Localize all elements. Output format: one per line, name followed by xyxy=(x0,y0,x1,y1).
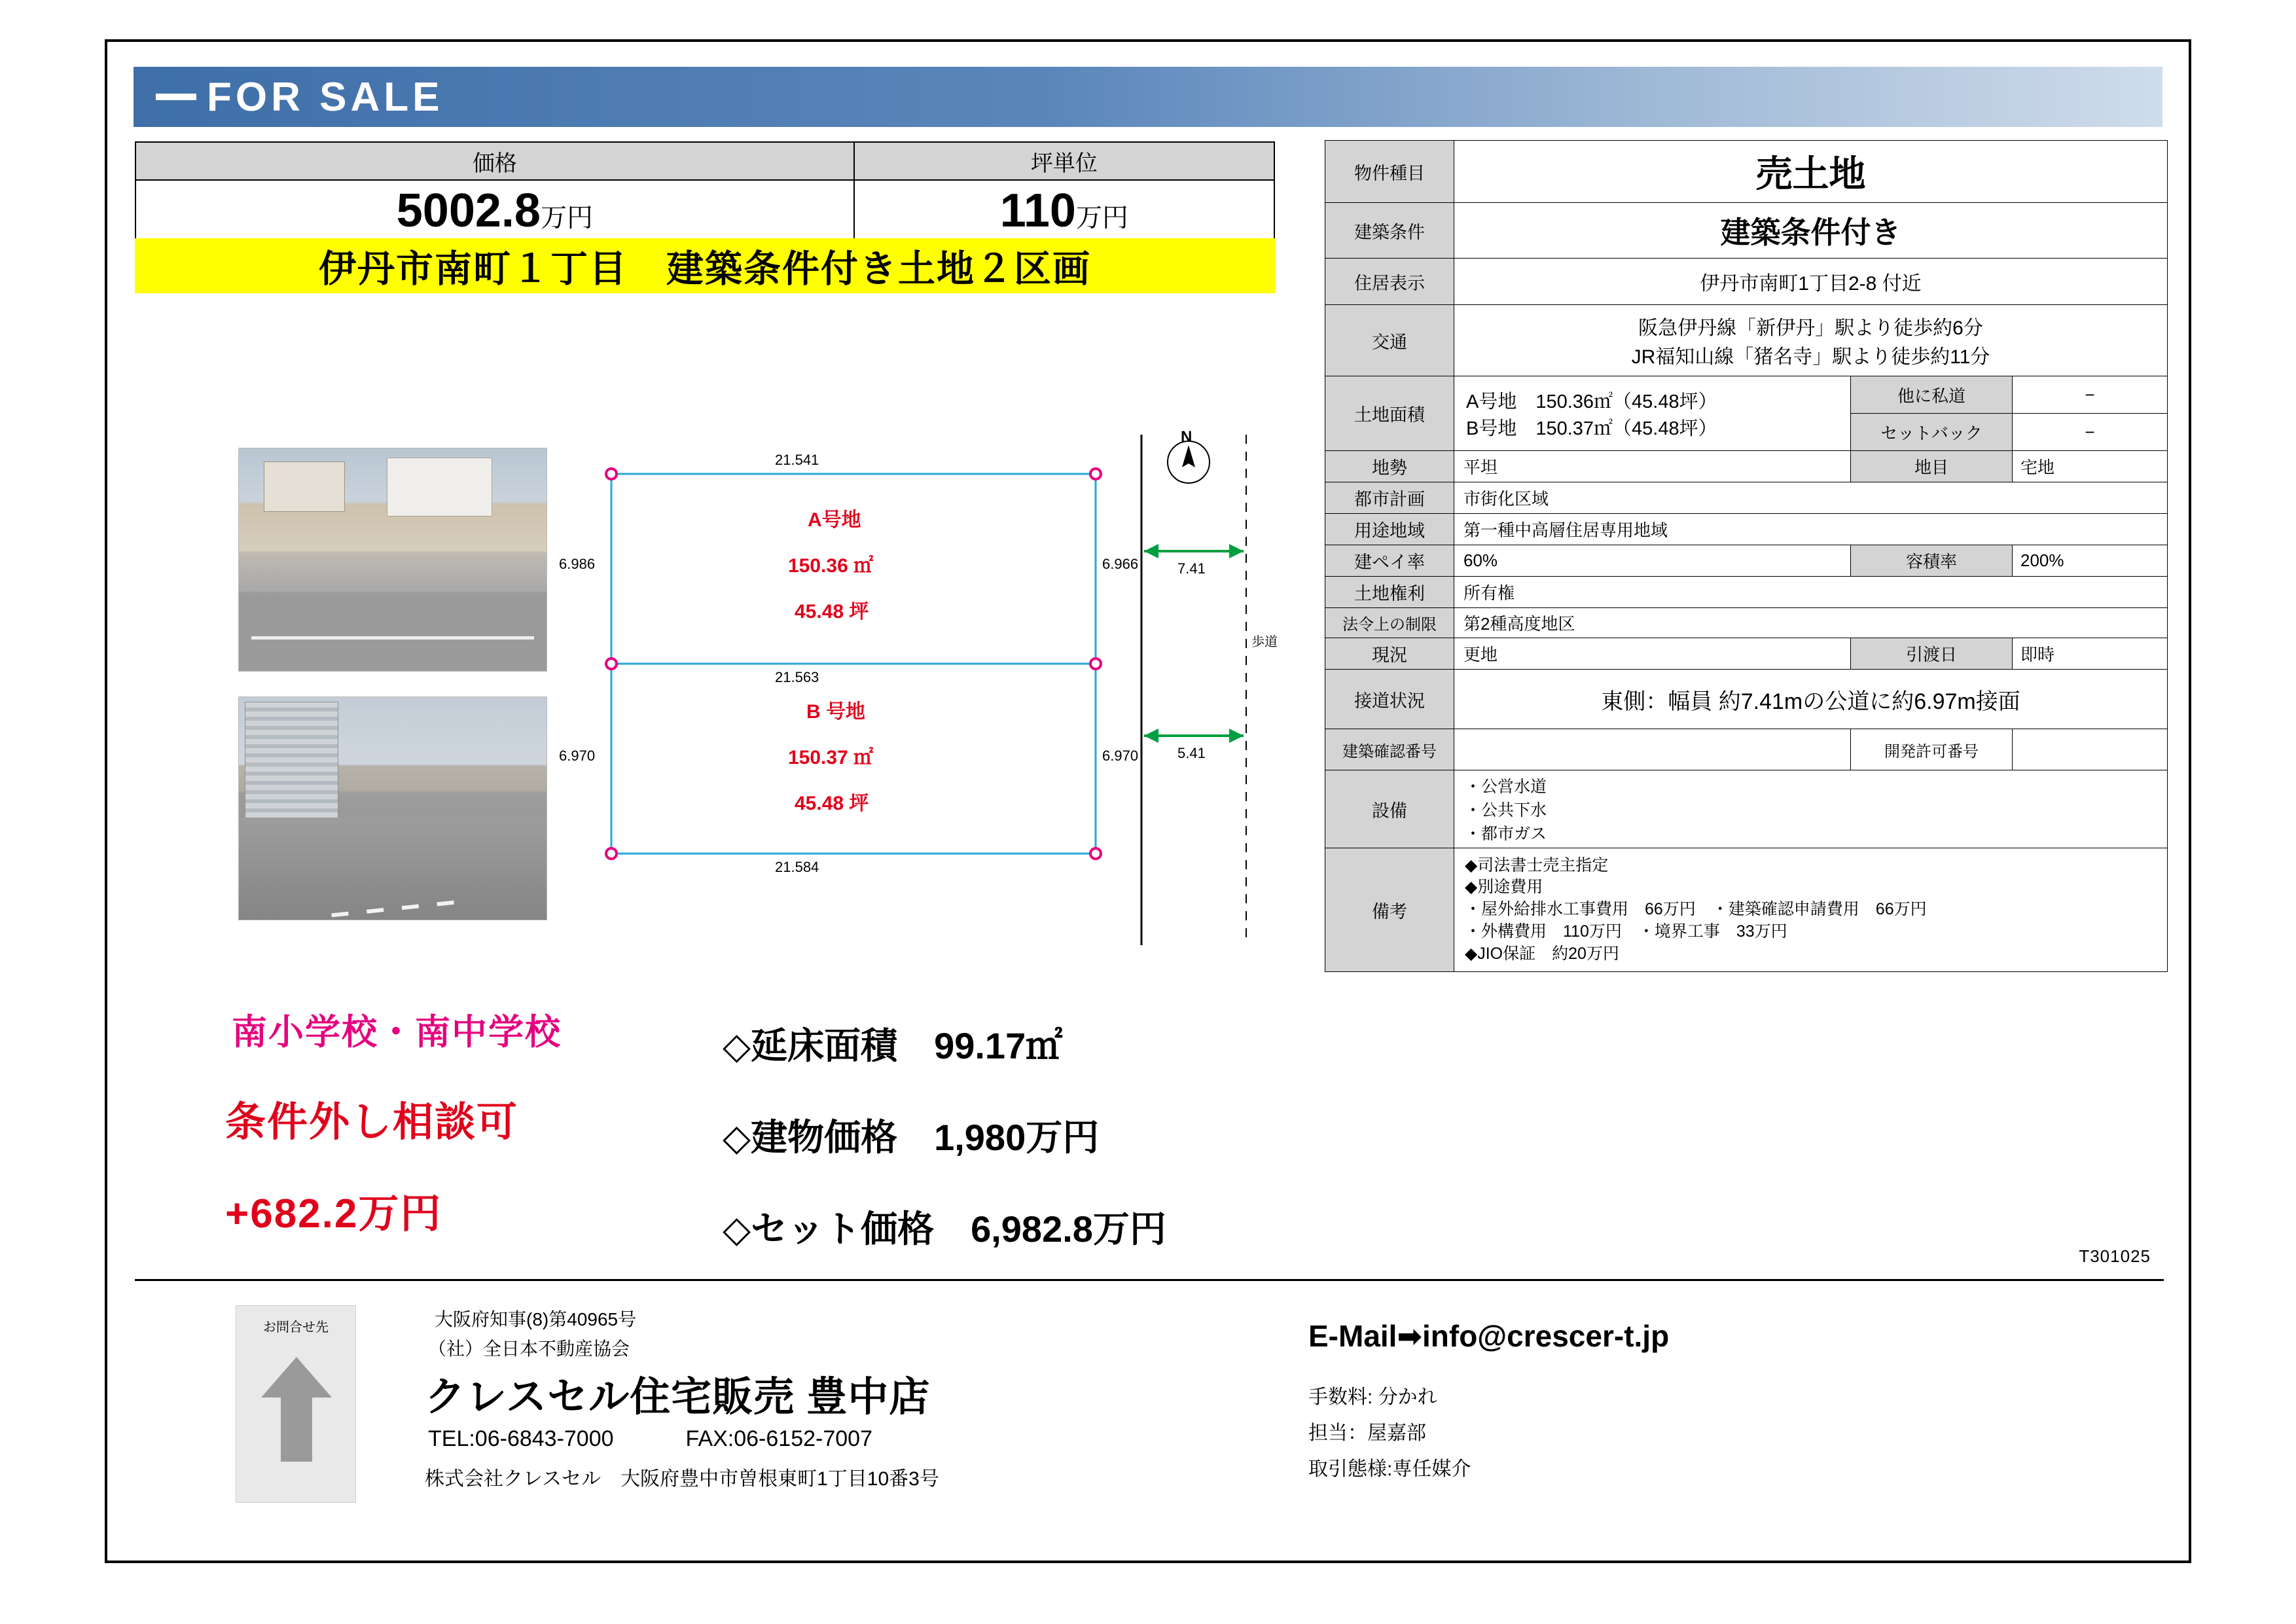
document-number: T301025 xyxy=(2079,1246,2151,1266)
remarks-item: ◆別途費用 xyxy=(1465,878,1543,897)
trade-type: 取引態様:専任媒介 xyxy=(1308,1458,1471,1480)
flyer-sheet xyxy=(105,39,2191,1563)
equipment-item: ・都市ガス xyxy=(1465,825,1547,843)
spec-set-price-label: ◇セット価格 xyxy=(723,1208,935,1250)
fee-info: 手数料: 分かれ xyxy=(1308,1386,1437,1408)
detail-handover-value: 即時 xyxy=(2013,638,2168,670)
detail-kakunin-value xyxy=(1454,729,1851,770)
equipment-item: ・公営水道 xyxy=(1465,778,1547,796)
detail-private-road-label: 他に私道 xyxy=(1851,376,2013,414)
association-name: （社）全日本不動産協会 xyxy=(428,1339,630,1359)
detail-kakunin-label: 建築確認番号 xyxy=(1325,729,1454,770)
detail-chimoku-label: 地目 xyxy=(1851,451,2013,482)
area-line-a: A号地 150.36㎡（45.48坪） xyxy=(1466,391,1717,412)
spec-building-price-label: ◇建物価格 xyxy=(723,1117,898,1158)
detail-status-label: 現況 xyxy=(1325,638,1454,670)
spec-building-price-value: 1,980万円 xyxy=(934,1117,1100,1158)
detail-kenpei-value: 60% xyxy=(1454,545,1851,577)
for-sale-banner xyxy=(134,67,2162,127)
detail-usearea-label: 用途地域 xyxy=(1325,514,1454,545)
plot-top-length: 21.541 xyxy=(775,452,819,468)
plot-bottom-length: 21.584 xyxy=(775,859,819,875)
tsubo-value: 110 xyxy=(999,185,1076,237)
detail-private-road-value: − xyxy=(2013,376,2168,414)
lot-b-sqm: 150.37 ㎡ xyxy=(788,747,874,768)
remarks-item: ◆JIO保証 約20万円 xyxy=(1465,944,1619,963)
company-name: クレスセル住宅販売 豊中店 xyxy=(425,1375,931,1420)
tsubo-header: 坪単位 xyxy=(854,142,1274,180)
detail-status-value: 更地 xyxy=(1454,638,1851,670)
detail-build-cond-label: 建築条件 xyxy=(1325,203,1454,259)
plus-price-note: +682.2万円 xyxy=(225,1191,442,1236)
detail-road-value: 東側：幅員 約7.41mの公道に約6.97m接面 xyxy=(1454,670,2168,729)
banner-title: FOR SALE xyxy=(207,74,444,120)
spec-set-price xyxy=(723,1200,1166,1253)
lot-b-tsubo: 45.48 坪 xyxy=(795,793,869,814)
email-address[interactable]: E-Mail➡info@crescer-t.jp xyxy=(1308,1319,1670,1353)
detail-type-label: 物件種目 xyxy=(1325,141,1454,203)
detail-setback-label: セットバック xyxy=(1851,414,2013,451)
tel-number[interactable]: TEL:06-6843-7000 xyxy=(428,1426,614,1451)
tel-fax xyxy=(428,1426,872,1452)
road-width-top: 7.41 xyxy=(1177,560,1206,577)
access-line-2: JR福知山線「猪名寺」駅より徒歩約11分 xyxy=(1631,346,1990,368)
spec-floor-area xyxy=(723,1017,1062,1070)
person-in-charge: 担当：屋嘉部 xyxy=(1308,1422,1426,1444)
detail-build-cond-value: 建築条件付き xyxy=(1454,203,2168,259)
property-photo-street xyxy=(238,696,547,920)
lot-a-tsubo: 45.48 坪 xyxy=(795,601,869,623)
contact-box xyxy=(236,1305,356,1503)
area-line-b: B号地 150.37㎡（45.48坪） xyxy=(1466,418,1717,439)
price-header: 価格 xyxy=(135,142,854,180)
detail-address-label: 住居表示 xyxy=(1325,259,1454,305)
detail-remarks-label: 備考 xyxy=(1325,848,1454,972)
property-headline: 伊丹市南町１丁目 建築条件付き土地２区画 xyxy=(135,238,1275,293)
school-info: 南小学校・南中学校 xyxy=(232,1013,562,1052)
sidewalk-label: 歩道 xyxy=(1251,635,1278,649)
detail-terrain-value: 平坦 xyxy=(1454,451,1851,482)
detail-equipment-label: 設備 xyxy=(1325,770,1454,848)
plot-right-bottom-length: 6.970 xyxy=(1102,748,1139,764)
property-detail-table xyxy=(1325,140,2168,972)
detail-road-label: 接道状況 xyxy=(1325,670,1454,729)
plot-left-top-length: 6.986 xyxy=(559,556,596,572)
detail-handover-label: 引渡日 xyxy=(1851,638,2013,670)
plot-left-bottom-length: 6.970 xyxy=(559,748,596,764)
detail-remarks-value xyxy=(1454,848,2168,972)
detail-terrain-label: 地勢 xyxy=(1325,451,1454,482)
detail-cityplan-label: 都市計画 xyxy=(1325,482,1454,514)
detail-yoseki-label: 容積率 xyxy=(1851,545,2013,577)
detail-right-label: 土地権利 xyxy=(1325,577,1454,608)
remarks-item: ◆司法書士売主指定 xyxy=(1465,856,1609,875)
detail-kaihatsu-label: 開発許可番号 xyxy=(1851,729,2013,770)
remarks-item: ・外構費用 110万円 ・境界工事 33万円 xyxy=(1465,922,1787,941)
contact-box-label: お問合せ先 xyxy=(263,1320,329,1335)
spec-set-price-value: 6,982.8万円 xyxy=(971,1208,1166,1250)
detail-kaihatsu-value xyxy=(2013,729,2168,770)
banner-dash-icon xyxy=(156,94,196,100)
footer-divider xyxy=(135,1279,2164,1281)
price-value-cell xyxy=(135,180,854,242)
lot-a-sqm: 150.36 ㎡ xyxy=(788,555,874,577)
plot-diagram xyxy=(559,428,1279,945)
remarks-item: ・屋外給排水工事費用 66万円 ・建築確認申請費用 66万円 xyxy=(1465,900,1927,919)
north-label: N xyxy=(1181,428,1193,446)
plot-svg xyxy=(565,435,1279,945)
spec-floor-area-label: ◇延床面積 xyxy=(723,1025,898,1066)
detail-access-value xyxy=(1454,305,2168,376)
price-value: 5002.8 xyxy=(396,185,541,237)
license-number: 大阪府知事(8)第40965号 xyxy=(435,1309,637,1329)
detail-legal-value: 第2種高度地区 xyxy=(1454,608,2168,638)
detail-setback-value: − xyxy=(2013,414,2168,451)
fax-number: FAX:06-6152-7007 xyxy=(685,1426,872,1451)
tsubo-value-cell xyxy=(854,180,1274,242)
detail-area-value xyxy=(1454,376,1851,451)
access-line-1: 阪急伊丹線「新伊丹」駅より徒歩約6分 xyxy=(1638,317,1983,339)
detail-usearea-value: 第一種中高層住居専用地域 xyxy=(1454,514,2168,545)
spec-floor-area-value: 99.17㎡ xyxy=(934,1025,1063,1066)
detail-yoseki-value: 200% xyxy=(2013,545,2168,577)
detail-legal-label: 法令上の制限 xyxy=(1325,608,1454,638)
price-unit: 万円 xyxy=(540,204,593,232)
detail-area-label: 土地面積 xyxy=(1325,376,1454,451)
lot-a-name: A号地 xyxy=(808,509,861,531)
lot-b-name: B 号地 xyxy=(806,701,865,723)
property-photo-lot xyxy=(238,448,547,672)
spec-building-price xyxy=(723,1109,1099,1161)
detail-right-value: 所有権 xyxy=(1454,577,2168,608)
detail-type-value: 売土地 xyxy=(1454,141,2168,203)
plot-right-top-length: 6.966 xyxy=(1102,556,1139,572)
road-width-bottom: 5.41 xyxy=(1177,745,1206,761)
detail-access-label: 交通 xyxy=(1325,305,1454,376)
tsubo-unit: 万円 xyxy=(1075,204,1128,232)
corporate-address: 株式会社クレスセル 大阪府豊中市曽根東町1丁目10番3号 xyxy=(425,1468,939,1490)
condition-removal-note: 条件外し相談可 xyxy=(225,1100,519,1145)
plot-mid-length: 21.563 xyxy=(775,669,819,685)
price-table xyxy=(135,141,1275,242)
equipment-item: ・公共下水 xyxy=(1465,801,1547,820)
detail-equipment-value xyxy=(1454,770,2168,848)
detail-address-value: 伊丹市南町1丁目2-8 付近 xyxy=(1454,259,2168,305)
detail-cityplan-value: 市街化区域 xyxy=(1454,482,2168,514)
detail-kenpei-label: 建ペイ率 xyxy=(1325,545,1454,577)
detail-chimoku-value: 宅地 xyxy=(2013,451,2168,482)
